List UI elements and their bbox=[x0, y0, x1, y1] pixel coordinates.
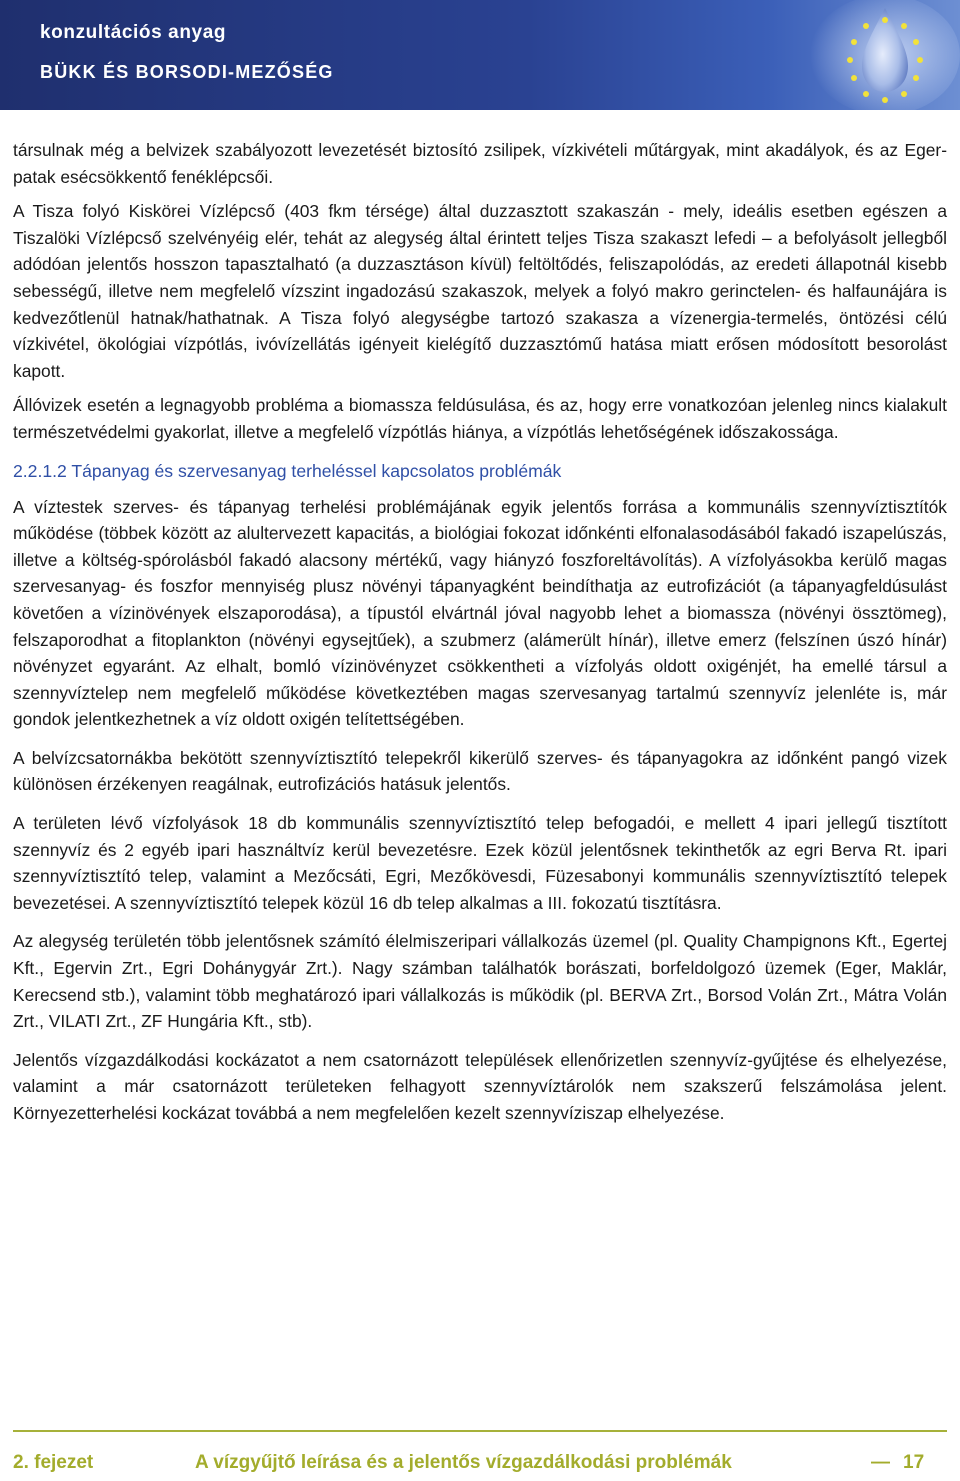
paragraph-8: Jelentős vízgazdálkodási kockázatot a nem csatornázott települések ellenőrizetlen szennyvíz-gyűjtése és elhelyezése, valamint a már csatornázott területeken felhagyott szennyvíztárolók nem szakszerű felszámolása jelent. Környezetterhelési kockázat továbbá a nem megfelelően kezelt szennyvíziszap elhelyezése. bbox=[13, 1049, 947, 1123]
paragraph-4: A víztestek szerves- és tápanyag terhelési problémájának egyik jelentős forrása a kommunális szennyvíztisztítók működése (többek között az alultervezett kapacitás, a biológiai fokozat időnkénti elfonalasodásából fakadó iszapelúszás, illetve a költség-spórolásból fakadó alacsony mértékű, vagy hiányzó foszforeltávolítás). A vízfolyásokba kerülő magas szervesanyag- és foszfor mennyiség plusz növényi tápanyagként beindíthatja az eutrofizációt (a tápanyagfeldúsulást követően a vízinövények elszaporodása), a típustól elvártnál jóval nagyobb lehet a biomassza (növényi össztömeg), felszaporodhat a fitoplankton (növényi egysejtűek), a szubmerz (alámerült hínár), illetve emerz (felszínen úszó hínár) növényzet egyaránt. Az elhalt, bomló vízinövényzet csökkentheti a vízfolyás oldott oxigénjét, ha emellé társul a szennyvíztelep nem megfelelő működése következtében magas szervesanyag tartalmú szennyvíz jelenléte is, már gondok jelentkezhetnek a víz oldott oxigén telítettségében. bbox=[13, 496, 947, 730]
header-subtitle: BÜKK ÉS BORSODI-MEZŐSÉG bbox=[40, 62, 334, 82]
paragraph-1: társulnak még a belvizek szabályozott levezetését biztosító zsilipek, vízkivételi műtárgyak, mint akadályok, és az Eger-patak esécsökkentő fenéklépcsői. bbox=[13, 140, 947, 187]
footer-dash: — bbox=[871, 1452, 890, 1473]
footer-divider bbox=[13, 1430, 947, 1432]
paragraph-5: A belvízcsatornákba bekötött szennyvíztisztító telepekről kikerülő szerves- és tápanyagokra az időnként pangó vizek különösen érzékenyen reagálnak, eutrofizációs hatásuk jelentős. bbox=[13, 747, 947, 795]
paragraph-6: A területen lévő vízfolyások 18 db kommunális szennyvíztisztító telep befogadói, e mellett 4 ipari jellegű tisztított szennyvíz és 2 egyéb ipari használtvíz kerül bevezetésre. Ezek közül jelentősnek tekinthetők az egri Berva Rt. ipari szennyvíztisztító telep, valamint a Mezőcsáti, Egri, Mezőkövesdi, Füzesabonyi kommunális szennyvíztisztító telepek bevezetései. A szennyvíztisztító telepek közül 16 db telep alkalmas a III. fokozatú tisztításra. bbox=[13, 813, 947, 913]
page-header bbox=[0, 0, 960, 110]
paragraph-7: Az alegység területén több jelentősnek számító élelmiszeripari vállalkozás üzemel (pl. Quality Champignons Kft., Egertej Kft., Egervin Zrt., Egri Dohánygyár Zrt.). Nagy számban találhatók borászati, borfeldolgozó üzemek (Eger, Maklár, Kerecsend stb.), valamint több meghatározó ipari vállalkozás is működik (pl. BERVA Zrt., Borsod Volán Zrt., Mátra Volán Zrt., VILATI Zrt., ZF Hungária Kft., stb). bbox=[13, 931, 947, 1032]
document-body bbox=[13, 137, 947, 1139]
page-number: 17 bbox=[903, 1452, 925, 1473]
footer-chapter: 2. fejezet bbox=[13, 1452, 94, 1473]
paragraph-2: A Tisza folyó Kiskörei Vízlépcső (403 fkm térsége) által duzzasztott szakaszán - mely, ideális esetben egészen a Tiszalöki Vízlépcső szelvényéig elér, tehát az alegység által érintett teljes Tisza szakaszt lefedi – a befolyásolt jellegből adódóan jelentős hosszon tapasztalható (a duzzasztáson kívül) feltöltődés, feliszapolódás, az eredeti állapotnál kisebb sebességű, illetve nem megfelelő vízszint ingadozású szakaszok, melyek a folyó makro gerinctelen- és halfaunájára is kedvezőtlenül hatnak/hathatnak. A Tisza folyó alegységbe tartozó szakasza a vízenergia-termelés, öntözési célú vízkivétel, ökológiai vízpótlás, ivóvízellátás igényeit kielégítő duzzasztómű hatása miatt erősen módosított besorolást kapott. bbox=[13, 201, 947, 381]
footer-chapter-title: A vízgyűjtő leírása és a jelentős vízgazdálkodási problémák bbox=[195, 1452, 732, 1473]
eu-water-drop-logo bbox=[800, 0, 960, 110]
page-footer bbox=[13, 1452, 947, 1478]
section-heading: 2.2.1.2 Tápanyag és szervesanyag terheléssel kapcsolatos problémák bbox=[13, 460, 562, 481]
header-title: konzultációs anyag bbox=[40, 22, 227, 43]
paragraph-3: Állóvizek esetén a legnagyobb probléma a biomassza feldúsulása, és az, hogy erre vonatkozóan jelenleg nincs kialakult természetvédelmi gyakorlat, illetve a megfelelő vízpótlás hiánya, a vízpótlás lehetőségének időszakossága. bbox=[13, 395, 947, 442]
